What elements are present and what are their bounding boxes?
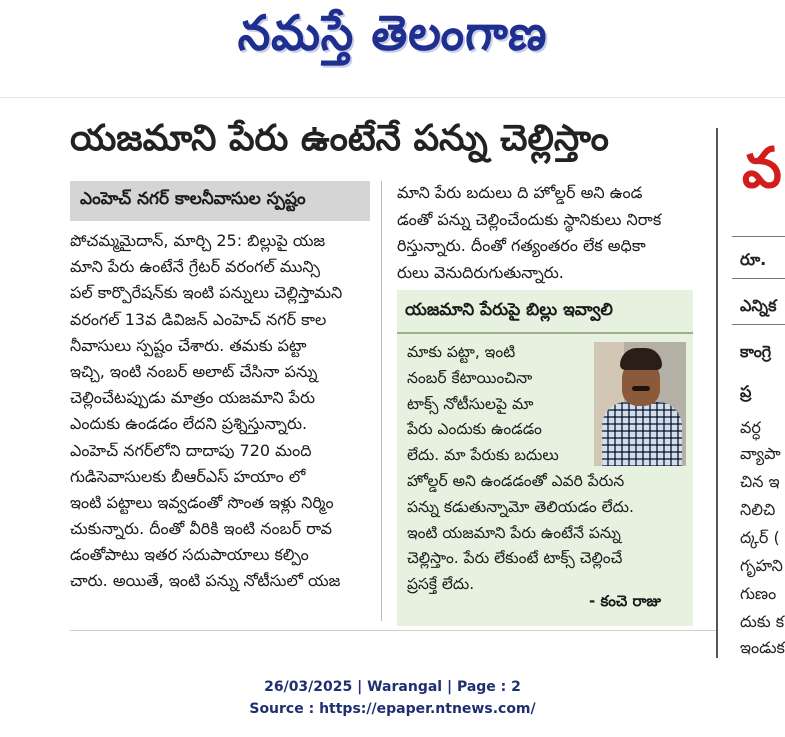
body-line: మాని పేరు ఉంటేనే గ్రేటర్ వరంగల్ మున్సి [70, 257, 321, 277]
newspaper-logo: నమస్తే తెలంగాణ [236, 4, 550, 62]
body-line: డంతో పన్ను చెల్లించేందుకు స్థానికులు నిరాక [397, 209, 662, 229]
separator [732, 236, 785, 237]
adjacent-line: ప్ర [740, 382, 752, 401]
body-line: ఎందుకు ఉండడం లేదని ప్రశ్నిస్తున్నారు. [70, 414, 308, 434]
page-column-divider [716, 128, 718, 658]
adjacent-line: కాంగ్రె [740, 342, 772, 361]
body-line: చుకున్నారు. దీంతో వీరికి ఇంటి నంబర్ రావ [70, 519, 333, 539]
adjacent-article-clip [724, 128, 785, 658]
adjacent-line: గృహని [740, 556, 783, 575]
adjacent-line: ఎన్నిక [740, 296, 777, 315]
article-body-left [70, 228, 370, 595]
body-line: రిస్తున్నారు. దీంతో గత్యంతరం లేక అధికా [397, 236, 646, 255]
adjacent-line: చిన ఇ [740, 472, 780, 491]
body-line: ఇచ్చి, ఇంటి నంబర్ అలాట్ చేసినా పన్ను [70, 361, 318, 381]
page-footer [0, 676, 785, 720]
body-line: గుడిసెవాసులకు బీఆర్ఎస్ హయాం లో [70, 466, 306, 486]
body-line: డంతోపాటు ఇతర సదుపాయాలు కల్పిం [70, 545, 309, 565]
source-link[interactable]: Source : https://epaper.ntnews.com/ [249, 701, 536, 717]
body-line: పోచమ్మమైదాన్, మార్చి 25: బిల్లుపై యజ [70, 231, 326, 250]
masthead-divider [0, 97, 785, 98]
adjacent-line: వ్యాపా [740, 444, 781, 463]
adjacent-line: గుణం [740, 584, 777, 603]
quote-box [397, 290, 693, 626]
body-line: నీవాసులు స్పష్టం చేశారు. తమకు పట్టా [70, 335, 307, 355]
body-line: రులు వెనుదిరుగుతున్నారు. [397, 262, 564, 282]
separator [732, 324, 785, 325]
bottom-divider [70, 630, 716, 631]
quote-line: పన్ను కడుతున్నామో తెలియడం లేదు. [407, 497, 634, 516]
quote-text [407, 340, 687, 598]
adjacent-line: నిలిచి [740, 500, 776, 519]
quote-line: నంబర్ కేటాయించినా [407, 368, 533, 387]
quote-line: టాక్స్ నోటీసులపై మా [407, 394, 534, 413]
quote-line: లేదు. మా పేరుకు బదులు [407, 446, 559, 465]
adjacent-headline-fragment: వ [742, 136, 782, 201]
body-line: పల్ కార్పొరేషన్‌కు ఇంటి పన్నులు చెల్లిస్తామని [70, 283, 343, 303]
body-line: ఇంటి పట్టాలు ఇవ్వడంతో సొంత ఇళ్లు నిర్మిం [70, 492, 334, 512]
separator [732, 278, 785, 279]
article-subheading: ఎంహెచ్ నగర్ కాలనీవాసుల స్పష్టం [70, 181, 370, 221]
body-line: వరంగల్ 13వ డివిజన్ ఎంహెచ్ నగర్ కాల [70, 309, 327, 329]
adjacent-line: దుకు క [740, 612, 785, 631]
quote-line: ప్రసక్తే లేదు. [407, 575, 475, 594]
quote-line: ఇంటి యజమాని పేరు ఉంటేనే పన్ను [407, 523, 621, 542]
body-line: చారు. అయితే, ఇంటి పన్ను నోటీసులో యజ [70, 571, 341, 591]
quote-line: హోల్డర్ అని ఉండడంతో ఎవరి పేరున [407, 471, 625, 490]
adjacent-line: రూ. [740, 250, 767, 269]
body-line: మాని పేరు బదులు ది హోల్డర్ అని ఉండ [397, 183, 643, 202]
column-divider [381, 181, 382, 621]
body-line: ఎంహెచ్ నగర్‌లోని దాదాపు 720 మంది [70, 440, 312, 460]
article-body-right [397, 180, 709, 286]
quote-line: మాకు పట్టా, ఇంటి [407, 343, 516, 361]
adjacent-line: ద్కర్ ( [740, 528, 780, 547]
quote-byline: - కంచె రాజు [589, 592, 662, 610]
edition-info: 26/03/2025 | Warangal | Page : 2 [264, 679, 521, 695]
quote-box-title: యజమాని పేరుపై బిల్లు ఇవ్వాలి [397, 290, 693, 334]
adjacent-line: ఇండుక [740, 638, 785, 657]
adjacent-line: వర్ధ [740, 418, 761, 437]
masthead [0, 0, 785, 80]
quote-line: పేరు ఎందుకు ఉండడం [407, 420, 542, 439]
quote-line: చెల్లిస్తాం. పేరు లేకుంటే టాక్స్ చెల్లించే [407, 549, 623, 568]
article-headline: యజమాని పేరు ఉంటేనే పన్ను చెల్లిస్తాం [70, 118, 609, 159]
body-line: చెల్లించేటప్పుడు మాత్రం యజమాని పేరు [70, 388, 316, 408]
